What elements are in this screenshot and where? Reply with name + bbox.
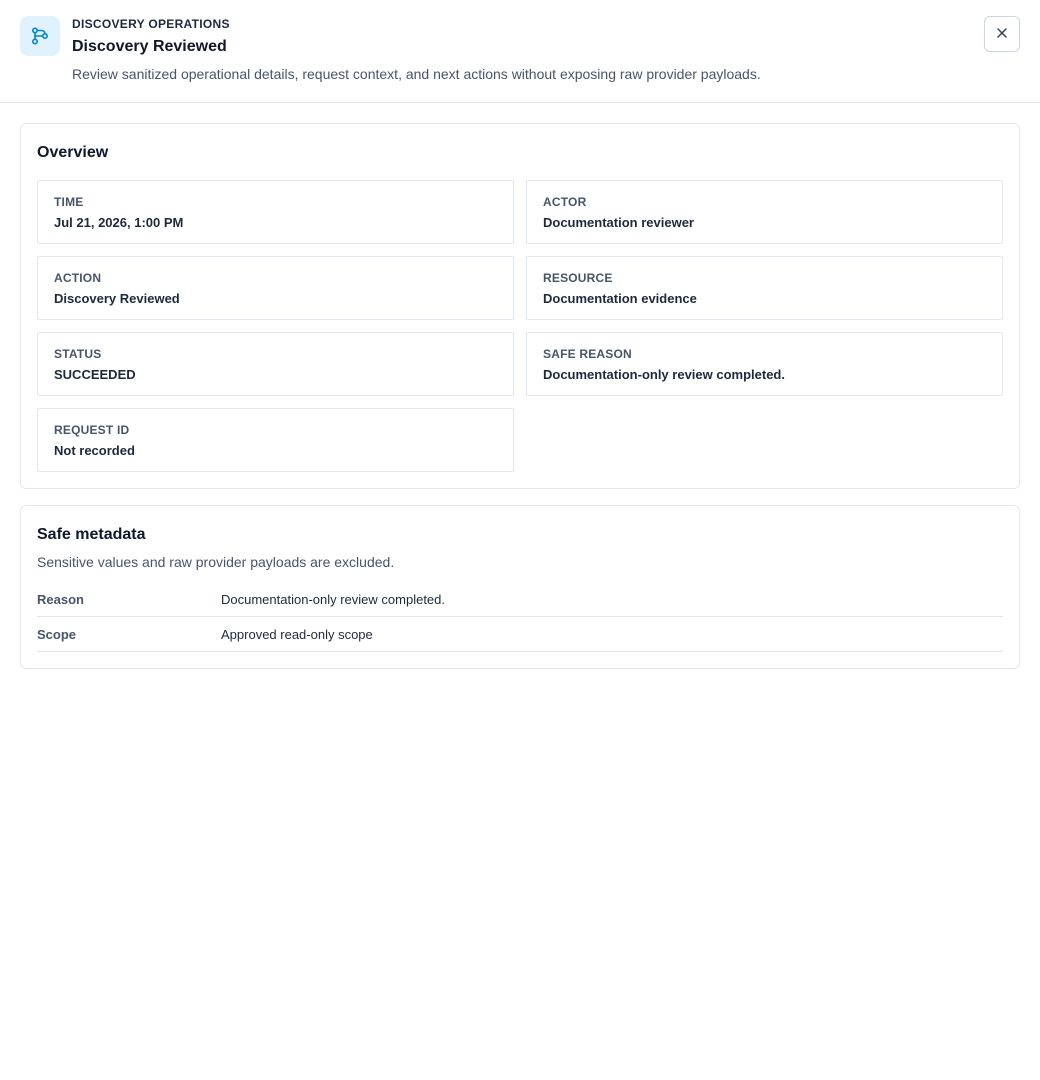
safe-metadata-card <box>20 505 1020 669</box>
safe-metadata-description: Sensitive values and raw provider payloads are excluded. <box>37 554 395 570</box>
metadata-row-scope <box>37 617 1003 652</box>
field-status <box>37 332 514 396</box>
field-value: Documentation reviewer <box>543 215 694 230</box>
field-value: Not recorded <box>54 443 135 458</box>
field-safe-reason <box>526 332 1003 396</box>
field-label: ACTION <box>54 271 102 285</box>
field-label: REQUEST ID <box>54 423 130 437</box>
status-value: SUCCEEDED <box>54 367 136 382</box>
field-label: RESOURCE <box>543 271 613 285</box>
field-label: TIME <box>54 195 84 209</box>
close-button[interactable] <box>984 16 1020 52</box>
field-value: Documentation evidence <box>543 291 697 306</box>
overview-card <box>20 123 1020 489</box>
field-label: SAFE REASON <box>543 347 632 361</box>
workflow-icon <box>20 16 60 56</box>
field-label: ACTOR <box>543 195 587 209</box>
metadata-row-reason <box>37 582 1003 617</box>
field-label: STATUS <box>54 347 102 361</box>
section-eyebrow: DISCOVERY OPERATIONS <box>72 17 230 31</box>
safe-metadata-title: Safe metadata <box>37 526 146 543</box>
page-subtitle: Review sanitized operational details, request context, and next actions without exposing raw provider payloads. <box>72 66 761 82</box>
field-actor <box>526 180 1003 244</box>
metadata-key: Reason <box>37 592 84 607</box>
overview-title: Overview <box>37 144 109 161</box>
metadata-value: Approved read-only scope <box>221 627 373 642</box>
page-header <box>0 0 1040 103</box>
close-icon <box>996 27 1008 42</box>
field-value: Documentation-only review completed. <box>543 367 785 382</box>
page-title: Discovery Reviewed <box>72 38 227 55</box>
field-time <box>37 180 514 244</box>
metadata-value: Documentation-only review completed. <box>221 592 445 607</box>
field-value: Jul 21, 2026, 1:00 PM <box>54 215 184 230</box>
field-action <box>37 256 514 320</box>
field-value: Discovery Reviewed <box>54 291 180 306</box>
field-request-id <box>37 408 514 472</box>
field-resource <box>526 256 1003 320</box>
metadata-key: Scope <box>37 627 77 642</box>
